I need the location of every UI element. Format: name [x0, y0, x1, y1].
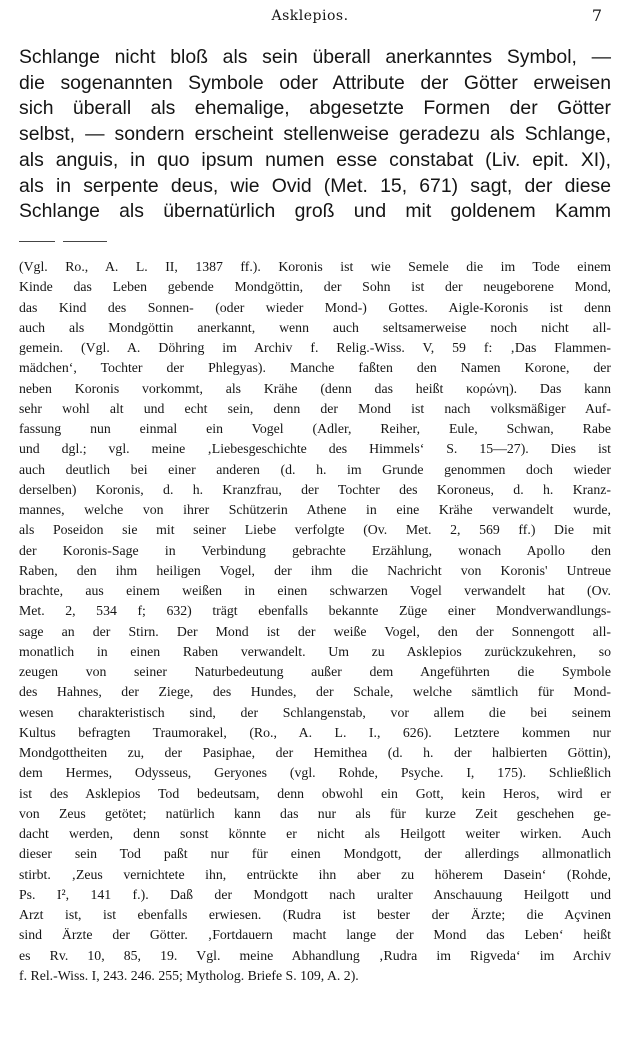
footnote-line: zeugen von seiner Naturbedeutung außer dem Angeführten die Symbole	[19, 664, 611, 679]
footnote-line: Kultus befragten Traumorakel, (Ro., A. L. I., 626). Letztere kommen nur	[19, 724, 611, 740]
footnote-line: dieser sein Tod paßt nur für einen Mondgott, der allerdings allmonatlich	[19, 846, 611, 862]
footnote-line: von Zeus getötet; natürlich kann das nur als für kurze Zeit geschehen ge-	[19, 805, 611, 821]
main-text-line: selbst, — sondern erscheint stellenweise geradezu als Schlange,	[19, 123, 611, 146]
footnote-line: neben Koronis vorkommt, als Krähe (denn das heißt κορώνη). Das kann	[19, 380, 611, 396]
footnote-line: sage an der Stirn. Der Mond ist der weiße Vogel, den der Sonnengott all-	[19, 623, 611, 639]
footnote-block	[19, 257, 611, 986]
footnote-line: das Kind des Sonnen- (oder wieder Mond-) Gottes. Aigle-Koronis ist denn	[19, 299, 611, 315]
footnote-line: gemein. (Vgl. A. Döhring im Archiv f. Relig.-Wiss. V, 59 f: ‚Das Flammen-	[19, 340, 611, 355]
footnote-line: Kinde das Leben gebende Mondgöttin, der Sohn ist der neugeborene Mond,	[19, 279, 611, 295]
footnote-line: f. Rel.-Wiss. I, 243. 246. 255; Mytholog. Briefe S. 109, A. 2).	[19, 967, 359, 983]
footnote-line: der Koronis-Sage in Verbindung gebrachte Erzählung, wonach Apollo den	[19, 542, 611, 558]
footnote-separator	[19, 241, 149, 243]
footnote-line: Arzt ist, ist ebenfalls erwiesen. (Rudra ist bester der Ärzte; die Açvinen	[19, 907, 611, 922]
footnote-line: derselben) Koronis, d. h. Kranzfrau, der Tochter des Koroneus, d. h. Kranz-	[19, 481, 611, 497]
footnote-line: fassung nun einmal ein Vogel (Adler, Reiher, Eule, Schwan, Rabe	[19, 421, 611, 436]
footnote-line: Met. 2, 534 f; 632) trägt ebenfalls bekannte Züge einer Mondverwandlungs-	[19, 603, 611, 619]
footnote-line: mannes, welche von ihrer Schützerin Athene in eine Krähe verwandelt wurde,	[19, 502, 611, 517]
footnote-line: Mondgottheiten zu, der Pasiphae, der Hemithea (d. h. der halbierten Göttin),	[19, 745, 611, 760]
footnote-line: und dgl.; vgl. meine ‚Liebesgeschichte des Himmels‘ S. 15—27). Dies ist	[19, 441, 611, 457]
footnote-line: mädchen‘, Tochter der Phlegyas). Manche faßten den Namen Korone, der	[19, 360, 611, 376]
main-text-line: die sogenannten Symbole oder Attribute der Götter erweisen	[19, 71, 611, 94]
page-number: 7	[591, 6, 602, 25]
footnote-line: Raben, den ihm heiligen Vogel, der ihm die Nachricht von Koronis' Untreue	[19, 562, 611, 578]
footnote-line: wesen charakteristisch sind, der Schlangenstab, vor allem die bei seinem	[19, 704, 611, 720]
footnote-line: auch deutlich bei einer anderen (d. h. im Grunde genommen doch wieder	[19, 461, 611, 477]
footnote-line: des Hahnes, der Ziege, des Hundes, der Schale, welche sämtlich für Mond-	[19, 684, 611, 700]
footnote-line: als Poseidon sie mit seiner Liebe verfolgte (Ov. Met. 2, 569 ff.) Die mit	[19, 522, 611, 538]
footnote-line: brachte, aus einem weißen in einen schwarzen Vogel verwandelt hat (Ov.	[19, 583, 611, 598]
footnote-line: dem Hermes, Odysseus, Geryones (vgl. Rohde, Psyche. I, 175). Schließlich	[19, 765, 611, 781]
footnote-line: auch als Mondgöttin anerkannt, wenn auch seltsamerweise noch nicht all-	[19, 319, 611, 335]
footnote-line: sind Ärzte der Götter. ‚Fortdauern macht lange der Mond das Leben‘ heißt	[19, 927, 611, 943]
main-text-line: Schlange als übernatürlich groß und mit goldenem Kamm	[19, 200, 611, 223]
main-text-line: als in serpente deus, wie Ovid (Met. 15, 671) sagt, der diese	[19, 174, 611, 197]
main-text-block	[19, 45, 611, 225]
footnote-line: (Vgl. Ro., A. L. II, 1387 ff.). Koronis ist wie Semele die im Tode einem	[19, 259, 611, 274]
footnote-line: stirbt. ‚Zeus vernichtete ihn, entrückte ihn aber zu höherem Dasein‘ (Rohde,	[19, 866, 611, 882]
footnote-line: dacht werden, denn sonst könnte er nicht als Heilgott weiter wirken. Auch	[19, 826, 611, 841]
main-text-line: als anguis, in quo ipsum numen esse constabat (Liv. epit. XI),	[19, 148, 611, 171]
main-text-line: Schlange nicht bloß als sein überall anerkanntes Symbol, —	[19, 46, 611, 68]
footnote-line: Ps. I², 141 f.). Daß der Mondgott nach uralter Anschauung Heilgott und	[19, 886, 611, 902]
footnote-line: es Rv. 10, 85, 19. Vgl. meine Abhandlung ‚Rudra im Rigveda‘ im Archiv	[19, 947, 611, 963]
main-text-line: sich überall als ehemalige, abgesetzte Formen der Götter	[19, 97, 611, 120]
footnote-line: monatlich in einen Raben verwandelt. Um zu Asklepios zurückzukehren, so	[19, 643, 611, 659]
footnote-line: ist des Asklepios Tod bedeutsam, denn obwohl ein Gott, kein Heros, wird er	[19, 785, 611, 801]
footnote-line: sehr wohl alt und echt sein, denn der Mond ist nach volksmäßiger Auf-	[19, 400, 611, 416]
running-title: Asklepios.	[271, 8, 349, 24]
